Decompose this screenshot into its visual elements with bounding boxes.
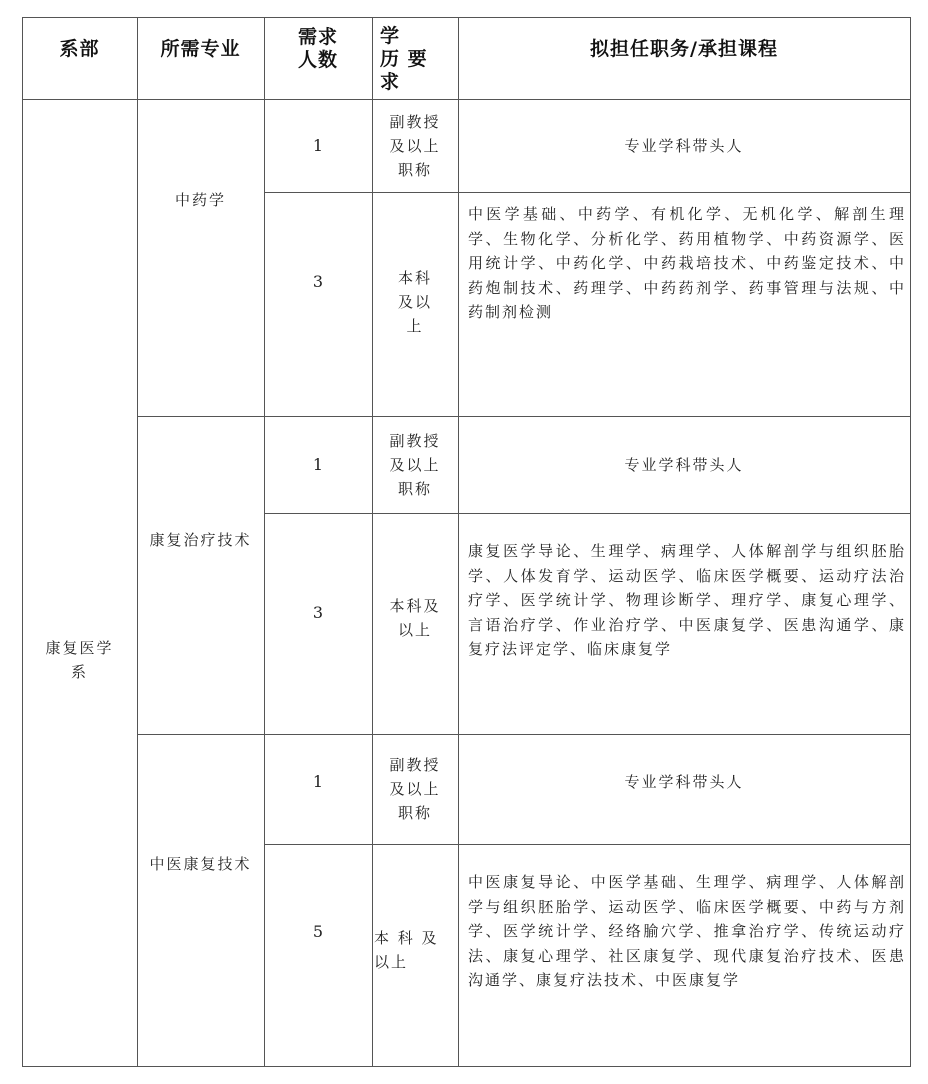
- count-value: 1: [312, 771, 324, 791]
- header-count: 需求 人数: [297, 26, 338, 71]
- courses-value: 康复医学导论、生理学、病理学、人体解剖学与组织胚胎学、人体发育学、运动医学、临床医学概要、运动疗法治疗学、医学统计学、物理诊断学、理疗学、康复心理学、言语治疗学、作业治疗学、中医康复学、医患沟通学、康复疗法评定学、临床康复学: [468, 542, 906, 658]
- header-department: 系部: [59, 37, 100, 60]
- education-value: 本科及 以上: [389, 597, 441, 639]
- department-name: 康复医学 系: [45, 639, 114, 681]
- major-name: 康复治疗技术: [149, 531, 252, 549]
- header-major: 所需专业: [160, 37, 241, 60]
- education-value: 副教授 及以上 职称: [389, 756, 441, 822]
- major-name: 中医康复技术: [149, 855, 252, 873]
- header-duties: 拟担任职务/承担课程: [590, 37, 778, 60]
- major-name: 中药学: [174, 191, 226, 209]
- count-value: 1: [312, 135, 324, 155]
- education-value: 本 科 及 以上: [374, 929, 439, 971]
- duties-value: 专业学科带头人: [624, 455, 744, 474]
- duties-value: 专业学科带头人: [624, 772, 744, 791]
- count-value: 3: [312, 272, 324, 291]
- duties-value: 专业学科带头人: [624, 136, 744, 155]
- courses-value: 中医学基础、中药学、有机化学、无机化学、解剖生理学、生物化学、分析化学、药用植物学、中药资源学、医用统计学、中药化学、中药栽培技术、中药鉴定技术、中药炮制技术、药理学、中药药剂学、药事管理与法规、中药制剂检测: [468, 205, 906, 321]
- rule-right: [910, 17, 911, 1067]
- education-value: 副教授 及以上 职称: [389, 431, 441, 498]
- count-value: 5: [312, 922, 324, 941]
- education-value: 本科 及以 上: [397, 269, 432, 335]
- count-value: 1: [312, 454, 324, 474]
- rule-left: [22, 17, 23, 1067]
- rule-bottom: [22, 1066, 911, 1067]
- education-value: 副教授 及以上 职称: [389, 112, 441, 179]
- courses-value: 中医康复导论、中医学基础、生理学、病理学、人体解剖学与组织胚胎学、运动医学、临床医学概要、中药与方剂学、医学统计学、经络腧穴学、推拿治疗学、传统运动疗法、康复心理学、社区康复学、现代康复治疗技术、医患沟通学、康复疗法技术、中医康复学: [468, 873, 906, 989]
- header-education: 学 历 要 求: [380, 24, 428, 93]
- count-value: 3: [312, 603, 324, 622]
